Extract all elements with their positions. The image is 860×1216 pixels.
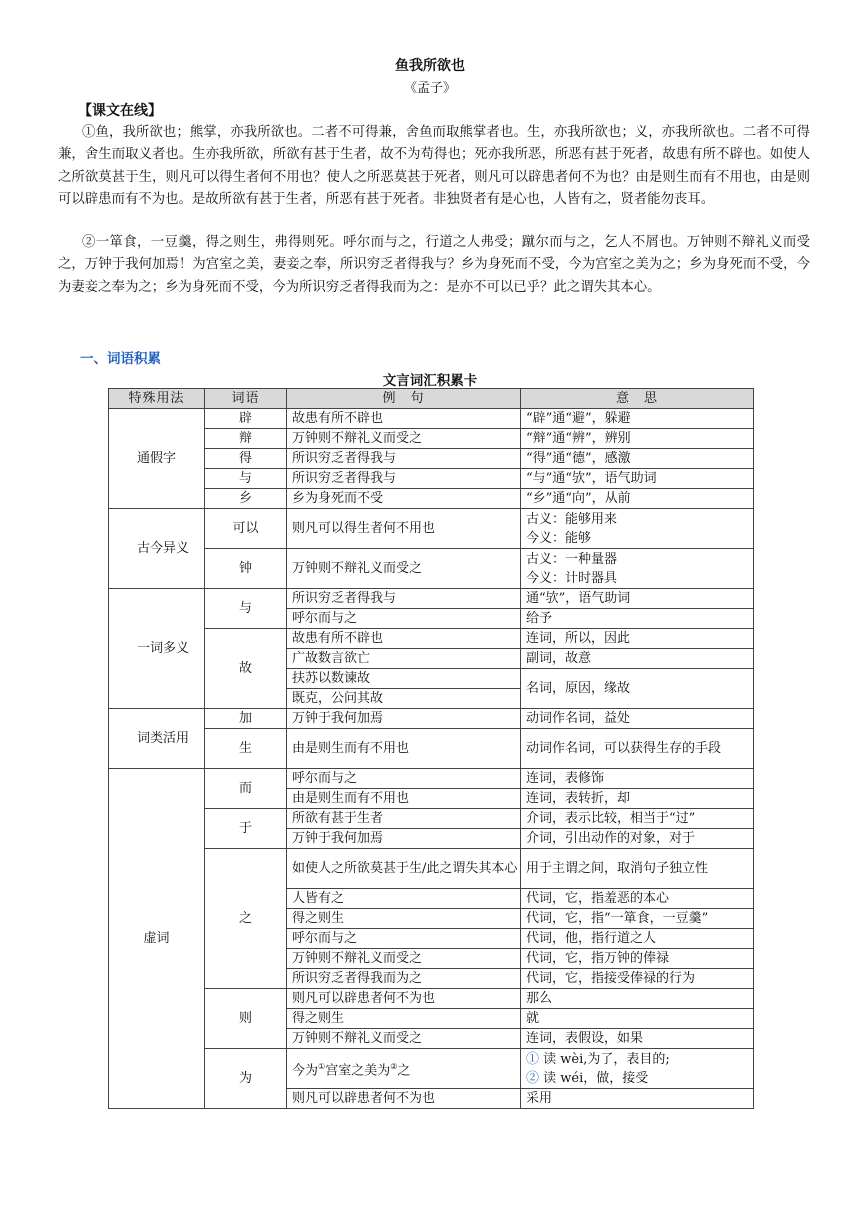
word-cell: 可以 (205, 509, 287, 549)
header-word: 词语 (205, 389, 287, 409)
meaning-cell: 代词，它，指接受俸禄的行为 (521, 969, 754, 989)
category-cell: 通假字 (109, 409, 205, 509)
word-cell: 钟 (205, 549, 287, 589)
superscript-marker: ① (318, 1061, 326, 1071)
meaning-cell: 通“欤”，语气助词 (521, 589, 754, 609)
table-row (109, 709, 754, 729)
ancient-meaning: 古义：能够用来 (526, 511, 618, 527)
meaning-cell: 动词作名词，益处 (521, 709, 754, 729)
example-cell: 广故数言欲亡 (287, 649, 521, 669)
example-cell: 万钟则不辩礼义而受之 (287, 549, 521, 589)
meaning-cell: 那么 (521, 989, 754, 1009)
category-cell: 虚词 (109, 769, 205, 1109)
meaning-cell: 就 (521, 1009, 754, 1029)
example-cell: 则凡可以辟患者何不为也 (287, 989, 521, 1009)
example-cell: 万钟则不辩礼义而受之 (287, 949, 521, 969)
example-cell: 万钟于我何加焉 (287, 709, 521, 729)
meaning-text: 读 wéi，做，接受 (543, 1070, 649, 1086)
table-row (109, 809, 754, 829)
example-cell: 则凡可以辟患者何不为也 (287, 1089, 521, 1109)
example-cell: 既克，公问其故 (287, 689, 521, 709)
header-meaning: 意 思 (521, 389, 754, 409)
table-row (109, 769, 754, 789)
meaning-cell: “乡”通“向”，从前 (521, 489, 754, 509)
example-cell: 呼尔而与之 (287, 929, 521, 949)
document-title: 鱼我所欲也 (395, 58, 465, 74)
example-cell: 得之则生 (287, 1009, 521, 1029)
circled-number-2: ② (526, 1070, 540, 1086)
circled-number-1: ① (526, 1051, 540, 1067)
word-cell: 于 (205, 809, 287, 849)
vocabulary-table (108, 388, 754, 1109)
example-cell: 所欲有甚于生者 (287, 809, 521, 829)
header-example: 例 句 (287, 389, 521, 409)
meaning-cell (521, 549, 754, 589)
example-text: 今为 (292, 1063, 319, 1079)
meaning-cell (521, 1049, 754, 1089)
word-cell: 生 (205, 729, 287, 769)
meaning-text: 读 wèi,为了，表目的; (543, 1051, 670, 1067)
meaning-cell: 代词，它，指羞恶的本心 (521, 889, 754, 909)
table-row (109, 589, 754, 609)
table-row (109, 849, 754, 889)
example-cell: 所识穷乏者得我与 (287, 469, 521, 489)
table-row (109, 629, 754, 649)
example-cell: 所识穷乏者得我与 (287, 449, 521, 469)
table-row (109, 509, 754, 549)
table-row (109, 449, 754, 469)
example-cell: 则凡可以得生者何不用也 (287, 509, 521, 549)
table-row (109, 429, 754, 449)
text-paragraph-2: ②一箪食，一豆羹，得之则生，弗得则死。呼尔而与之，行道之人弗受；蹴尔而与之，乞人不屑也。万钟则不辩礼义而受之，万钟于我何加焉！为宫室之美，妻妾之奉，所识穷乏者得我与？乡为身死而不受，今为宫室之美为之；乡为身死而不受，今为妻妾之奉为之；乡为身死而不受，今为所识穷乏者得我而为之：是亦不可以已乎？此之谓失其本心。 (58, 235, 810, 295)
example-cell: 呼尔而与之 (287, 609, 521, 629)
superscript-marker: ② (390, 1061, 398, 1071)
section-heading-vocabulary: 一、词语积累 (80, 351, 161, 367)
meaning-cell: 动词作名词，可以获得生存的手段 (521, 729, 754, 769)
table-row (109, 989, 754, 1009)
meaning-cell: 用于主谓之间，取消句子独立性 (521, 849, 754, 889)
example-cell: 所识穷乏者得我与 (287, 589, 521, 609)
example-text: 宫室之美为 (325, 1063, 391, 1079)
word-cell: 之 (205, 849, 287, 989)
meaning-cell: 代词，他，指行道之人 (521, 929, 754, 949)
meaning-cell: “辟”通“避”，躲避 (521, 409, 754, 429)
table-row (109, 469, 754, 489)
table-row (109, 729, 754, 769)
word-cell: 故 (205, 629, 287, 709)
example-cell: 万钟则不辩礼义而受之 (287, 1029, 521, 1049)
header-usage: 特殊用法 (109, 389, 205, 409)
category-cell: 词类活用 (109, 709, 205, 769)
word-cell: 辟 (205, 409, 287, 429)
meaning-cell: 连词，所以，因此 (521, 629, 754, 649)
meaning-line-1 (526, 1050, 748, 1069)
meaning-cell: 代词，它，指万钟的俸禄 (521, 949, 754, 969)
example-cell (287, 1049, 521, 1089)
modern-meaning: 今义：能够 (526, 530, 592, 546)
text-paragraph-1: ①鱼，我所欲也；熊掌，亦我所欲也。二者不可得兼，舍鱼而取熊掌者也。生，亦我所欲也；义，亦我所欲也。二者不可得兼，舍生而取义者也。生亦我所欲，所欲有甚于生者，故不为苟得也；死亦我所恶，所恶有甚于死者，故患有所不辟也。如使人之所欲莫甚于生，则凡可以得生者何不用也？使人之所恶莫甚于死者，则凡可以辟患者何不为也？由是则生而有不用也，由是则可以辟患而有不为也。是故所欲有甚于生者，所恶有甚于死者。非独贤者有是心也，人皆有之，贤者能勿丧耳。 (58, 125, 810, 208)
meaning-cell: “与”通“欤”，语气助词 (521, 469, 754, 489)
example-cell: 如使人之所欲莫甚于生/此之谓失其本心 (287, 849, 521, 889)
meaning-cell: 给予 (521, 609, 754, 629)
example-cell: 扶苏以数谏故 (287, 669, 521, 689)
example-cell: 得之则生 (287, 909, 521, 929)
example-text: 之 (397, 1063, 411, 1079)
meaning-cell: 代词，它，指“一箪食，一豆羹” (521, 909, 754, 929)
table-row (109, 409, 754, 429)
meaning-cell: 介词，引出动作的对象，对于 (521, 829, 754, 849)
meaning-cell (521, 509, 754, 549)
section-label: 【课文在线】 (78, 103, 162, 119)
table-row (109, 549, 754, 589)
word-cell: 则 (205, 989, 287, 1049)
meaning-line-2 (526, 1069, 748, 1088)
meaning-cell: 介词，表示比较，相当于“过” (521, 809, 754, 829)
example-cell: 故患有所不辟也 (287, 629, 521, 649)
meaning-cell: 连词，表修饰 (521, 769, 754, 789)
modern-meaning: 今义：计时器具 (526, 570, 618, 586)
word-cell: 得 (205, 449, 287, 469)
meaning-cell: 连词，表转折，却 (521, 789, 754, 809)
word-cell: 与 (205, 589, 287, 629)
example-cell: 所识穷乏者得我而为之 (287, 969, 521, 989)
word-cell: 而 (205, 769, 287, 809)
example-cell: 乡为身死而不受 (287, 489, 521, 509)
meaning-cell: 名词，原因，缘故 (521, 669, 754, 709)
example-cell: 呼尔而与之 (287, 769, 521, 789)
table-row (109, 1049, 754, 1089)
word-cell: 辩 (205, 429, 287, 449)
table-row (109, 489, 754, 509)
word-cell: 与 (205, 469, 287, 489)
meaning-cell: “辩”通“辨”，辨别 (521, 429, 754, 449)
meaning-cell: 连词，表假设，如果 (521, 1029, 754, 1049)
word-cell: 加 (205, 709, 287, 729)
word-cell: 乡 (205, 489, 287, 509)
word-cell: 为 (205, 1049, 287, 1109)
author-line: 《孟子》 (403, 81, 456, 96)
meaning-cell: “得”通“德”，感激 (521, 449, 754, 469)
example-cell: 由是则生而有不用也 (287, 789, 521, 809)
meaning-cell: 采用 (521, 1089, 754, 1109)
category-cell: 一词多义 (109, 589, 205, 709)
example-cell: 由是则生而有不用也 (287, 729, 521, 769)
example-cell: 人皆有之 (287, 889, 521, 909)
table-title: 文言词汇积累卡 (382, 373, 478, 389)
table-header-row (109, 389, 754, 409)
meaning-cell: 副词，故意 (521, 649, 754, 669)
example-cell: 故患有所不辟也 (287, 409, 521, 429)
example-cell: 万钟于我何加焉 (287, 829, 521, 849)
example-cell: 万钟则不辩礼义而受之 (287, 429, 521, 449)
category-cell: 古今异义 (109, 509, 205, 589)
ancient-meaning: 古义：一种量器 (526, 551, 618, 567)
